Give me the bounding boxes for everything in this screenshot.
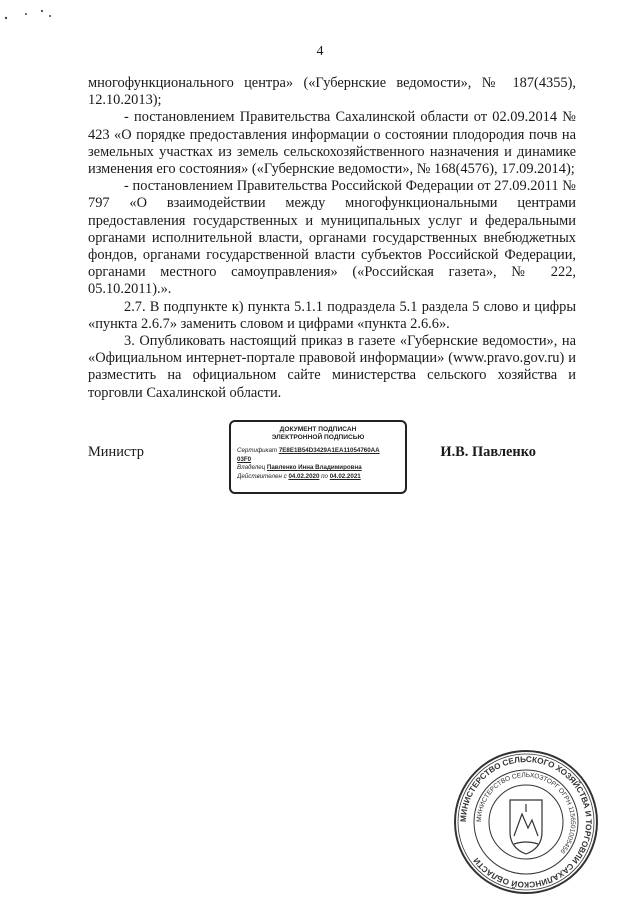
esign-cert-value-2: 03F0 — [237, 455, 252, 463]
signer-name: И.В. Павленко — [440, 444, 536, 460]
esign-valid-from: 04.02.2020 — [288, 472, 320, 480]
esign-certificate — [237, 447, 399, 456]
paragraph-sakhalin-decree: - постановлением Правительства Сахалинской области от 02.09.2014 № 423 «О порядке предоставления информации о состоянии плодородия почв на земельных участках из земель сельскохозяйственного назначения и динамике изменения его состояния» («Губернские ведомости», № 168(4576), 17.09.2014); — [88, 109, 576, 178]
page-number: 4 — [316, 44, 324, 59]
seal-outer-text: МИНИСТЕРСТВО СЕЛЬСКОГО ХОЗЯЙСТВА И ТОРГОВЛИ САХАЛИНСКОЙ ОБЛАСТИ — [458, 754, 594, 890]
official-seal-icon — [452, 748, 600, 896]
document-body — [88, 75, 576, 402]
esign-owner-label: Владелец — [237, 464, 266, 471]
paragraph-2-7: 2.7. В подпункте к) пункта 5.1.1 подраздела 5.1 раздела 5 слово и цифры «пункта 2.6.7» заменить словом и цифрами «пункта 2.6.6». — [88, 298, 576, 332]
esign-validity — [237, 473, 399, 482]
esign-valid-label: Действителен с — [237, 472, 287, 480]
electronic-signature-stamp — [229, 420, 407, 494]
seal-inner-text: МИНИСТЕРСТВО СЕЛЬХОЗТОРГ ОГРН 1156501005456 — [475, 771, 577, 855]
seal-coat-of-arms-icon — [510, 800, 542, 854]
paragraph-3-publish: 3. Опубликовать настоящий приказ в газете «Губернские ведомости», на «Официальном интернет-портале правовой информации» (www.pravo.gov.ru) и разместить на официальном сайте министерства сельского хозяйства и торговли Сахалинской области. — [88, 333, 576, 401]
esign-cert-value: 7E8E1B54D3429A1EA11054760AA — [278, 447, 380, 454]
signature-block — [88, 426, 576, 510]
esign-title-2: ЭЛЕКТРОННОЙ ПОДПИСЬЮ — [271, 434, 365, 441]
esign-valid-to: 04.02.2021 — [329, 472, 361, 480]
esign-cert-label: Сертификат — [237, 447, 278, 454]
paragraph-mfc-ref: многофункционального центра» («Губернские ведомости», № 187(4355), 12.10.2013); — [88, 75, 576, 109]
esign-owner-value: Павленко Инна Владимировна — [266, 464, 362, 471]
esign-valid-to-label: по — [321, 472, 328, 480]
esign-title-1: ДОКУМЕНТ ПОДПИСАН — [279, 426, 357, 433]
minister-label: Министр — [88, 444, 144, 460]
scan-artifact-marks — [4, 8, 64, 22]
esign-certificate-cont — [237, 456, 399, 465]
paragraph-rf-decree: - постановлением Правительства Российской Федерации от 27.09.2011 № 797 «О взаимодействии между многофункциональными центрами предоставления государственных и муниципальных услуг и федеральными органами исполнительной власти, органами государственных внебюджетных фондов, органами государственной власти субъектов Российской Федерации, органами местного самоуправления» («Российская газета», № 222, 05.10.2011).». — [88, 178, 576, 298]
esign-owner — [237, 464, 399, 473]
